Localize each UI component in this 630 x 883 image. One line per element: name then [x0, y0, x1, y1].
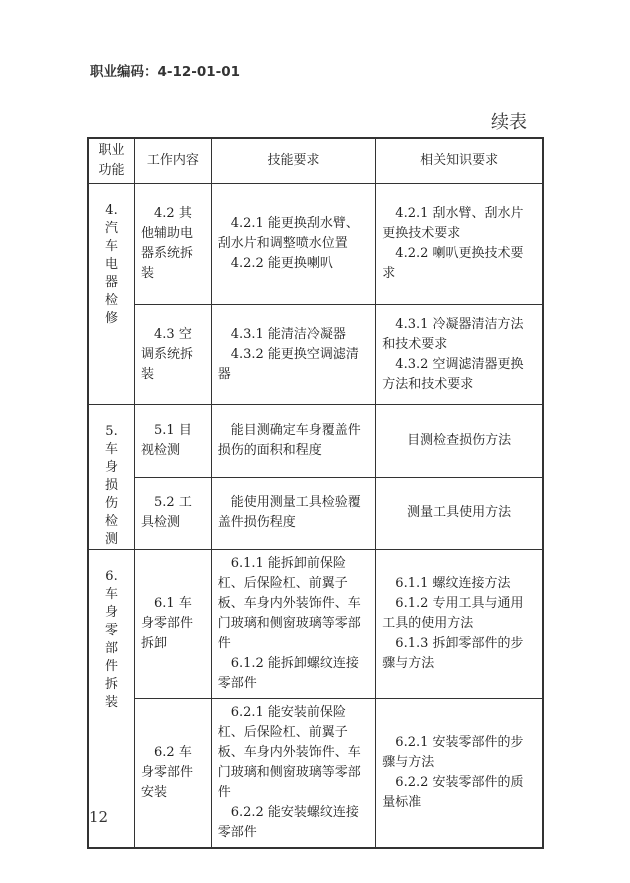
knowledge-item: 4.2.2 喇叭更换技术要求 [382, 246, 524, 281]
table-row [88, 184, 543, 305]
skill-item: 6.2.2 能安装螺纹连接零部件 [217, 805, 359, 840]
work-cell [135, 477, 212, 550]
header-function [88, 138, 135, 184]
knowledge-cell [376, 405, 543, 478]
work-text: 5.1 目视检测 [141, 422, 192, 458]
knowledge-item: 4.2.1 刮水臂、刮水片更换技术要求 [382, 206, 524, 241]
table-row [88, 305, 543, 405]
function-number: 5. [105, 424, 118, 439]
work-text: 5.2 工具检测 [141, 495, 192, 531]
knowledge-cell [376, 550, 543, 699]
occupation-code: 职业编码：4-12-01-01 [90, 64, 241, 80]
header-work: 工作内容 [135, 138, 212, 184]
table-row [88, 550, 543, 699]
work-cell [135, 405, 212, 478]
skill-cell [211, 405, 376, 478]
work-cell [135, 184, 212, 305]
work-text: 4.3 空调系统拆装 [141, 326, 194, 382]
knowledge-cell [376, 699, 543, 849]
work-cell [135, 305, 212, 405]
knowledge-item: 6.1.1 螺纹连接方法 [395, 576, 511, 591]
function-number: 6. [105, 569, 118, 584]
knowledge-cell [376, 305, 543, 405]
knowledge-item: 6.1.3 拆卸零部件的步骤与方法 [382, 636, 524, 671]
work-text: 6.1 车身零部件拆卸 [141, 596, 194, 651]
function-name: 车 身 零 部 件 拆 装 [105, 587, 119, 710]
knowledge-item: 4.3.2 空调滤清器更换方法和技术要求 [382, 356, 524, 392]
header-skill: 技能要求 [211, 138, 376, 184]
table-header-row [88, 138, 543, 184]
knowledge-item: 6.1.2 专用工具与通用工具的使用方法 [382, 596, 524, 631]
work-cell [135, 550, 212, 699]
continued-label: 续表 [491, 112, 527, 133]
skill-item: 4.2.1 能更换刮水臂、刮水片和调整喷水位置 [217, 216, 359, 251]
function-cell [88, 550, 135, 849]
skill-cell [211, 699, 376, 849]
table-row [88, 477, 543, 550]
knowledge-item: 4.3.1 冷凝器清洁方法和技术要求 [382, 316, 524, 352]
skill-cell [211, 305, 376, 405]
work-text: 6.2 车身零部件安装 [141, 745, 194, 800]
knowledge-item: 测量工具使用方法 [407, 505, 512, 521]
skill-item: 6.1.1 能拆卸前保险杠、后保险杠、前翼子板、车身内外装饰件、车门玻璃和侧窗玻璃等零部件 [217, 556, 361, 651]
function-name: 车 身 损 伤 检 测 [105, 442, 119, 547]
skill-item: 6.2.1 能安装前保险杠、后保险杠、前翼子板、车身内外装饰件、车门玻璃和侧窗玻璃等零部件 [217, 705, 361, 800]
function-cell [88, 184, 135, 405]
knowledge-item: 6.2.2 安装零部件的质量标准 [382, 775, 524, 810]
function-name: 汽 车 电 器 检 修 [105, 221, 119, 326]
table-row [88, 699, 543, 849]
work-cell [135, 699, 212, 849]
header-knowledge: 相关知识要求 [376, 138, 543, 184]
skill-item: 4.2.2 能更换喇叭 [230, 256, 333, 271]
header-function-text: 职业 功能 [98, 143, 125, 178]
function-number: 4. [105, 203, 118, 218]
knowledge-item: 6.2.1 安装零部件的步骤与方法 [382, 735, 524, 770]
knowledge-item: 目测检查损伤方法 [407, 432, 512, 448]
knowledge-cell [376, 477, 543, 550]
page-number: 12 [89, 808, 109, 826]
skill-item: 4.3.1 能清洁冷凝器 [230, 326, 346, 342]
work-text: 4.2 其他辅助电器系统拆装 [141, 206, 194, 281]
skill-cell [211, 550, 376, 699]
skill-item: 4.3.2 能更换空调滤清器 [217, 346, 359, 382]
knowledge-cell [376, 184, 543, 305]
skill-item: 能目测确定车身覆盖件损伤的面积和程度 [217, 422, 361, 458]
function-cell [88, 405, 135, 550]
skill-cell [211, 184, 376, 305]
skill-item: 能使用测量工具检验覆盖件损伤程度 [217, 495, 361, 531]
standards-table [87, 137, 544, 849]
skill-item: 6.1.2 能拆卸螺纹连接零部件 [217, 656, 359, 691]
skill-cell [211, 477, 376, 550]
table-row [88, 405, 543, 478]
